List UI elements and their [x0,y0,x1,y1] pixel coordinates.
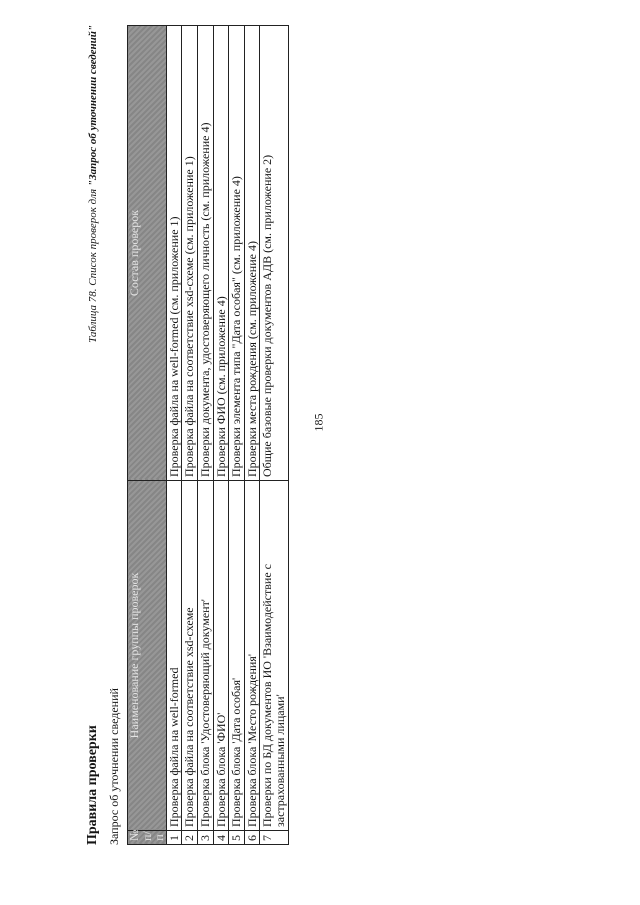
row-checks: Проверки места рождения (см. приложение 4) [244,26,260,481]
table-row [229,26,245,845]
row-group-name: Проверка файла на соответствие xsd-схеме [182,481,198,831]
table-row [260,26,288,845]
row-checks: Проверки ФИО (см. приложение 4) [213,26,229,481]
row-checks: Проверки элемента типа "Дата особая" (см. приложение 4) [229,26,245,481]
row-group-name: Проверки по БД документов ИО 'Взаимодействие с застрахованными лицами' [260,481,288,831]
rotated-page-content [85,25,315,845]
header-checks: Состав проверок [128,26,167,481]
table-row [244,26,260,845]
row-number: 4 [213,831,229,845]
checks-table [127,25,289,845]
table-subtitle: Запрос об уточнении сведений [107,688,121,845]
table-caption [87,25,99,343]
row-group-name: Проверка файла на well-formed [166,481,182,831]
row-group-name: Проверка блока 'ФИО' [213,481,229,831]
row-number: 2 [182,831,198,845]
row-number: 5 [229,831,245,845]
section-heading: Правила проверки [85,725,100,845]
row-number: 7 [260,831,288,845]
page-number: 185 [311,413,326,432]
row-group-name: Проверка блока 'Удостоверяющий документ' [197,481,213,831]
row-checks: Проверка файла на well-formed (см. приложение 1) [166,26,182,481]
table-header-row [128,26,167,845]
row-checks: Проверки документа, удостоверяющего личность (см. приложение 4) [197,26,213,481]
table-row [213,26,229,845]
table-row [182,26,198,845]
header-number: № п/п [128,831,167,845]
row-number: 3 [197,831,213,845]
table-row [166,26,182,845]
row-number: 1 [166,831,182,845]
row-group-name: Проверка блока 'Место рождения' [244,481,260,831]
row-checks: Общие базовые проверки документов АДВ (см. приложение 2) [260,26,288,481]
header-group-name: Наименование группы проверок [128,481,167,831]
row-number: 6 [244,831,260,845]
row-checks: Проверка файла на соответствие xsd-схеме (см. приложение 1) [182,26,198,481]
row-group-name: Проверка блока 'Дата особая' [229,481,245,831]
table-row [197,26,213,845]
table-caption-title: "Запрос об уточнении сведений" [87,25,99,187]
table-caption-prefix: Таблица 78. Список проверок для [87,186,99,343]
